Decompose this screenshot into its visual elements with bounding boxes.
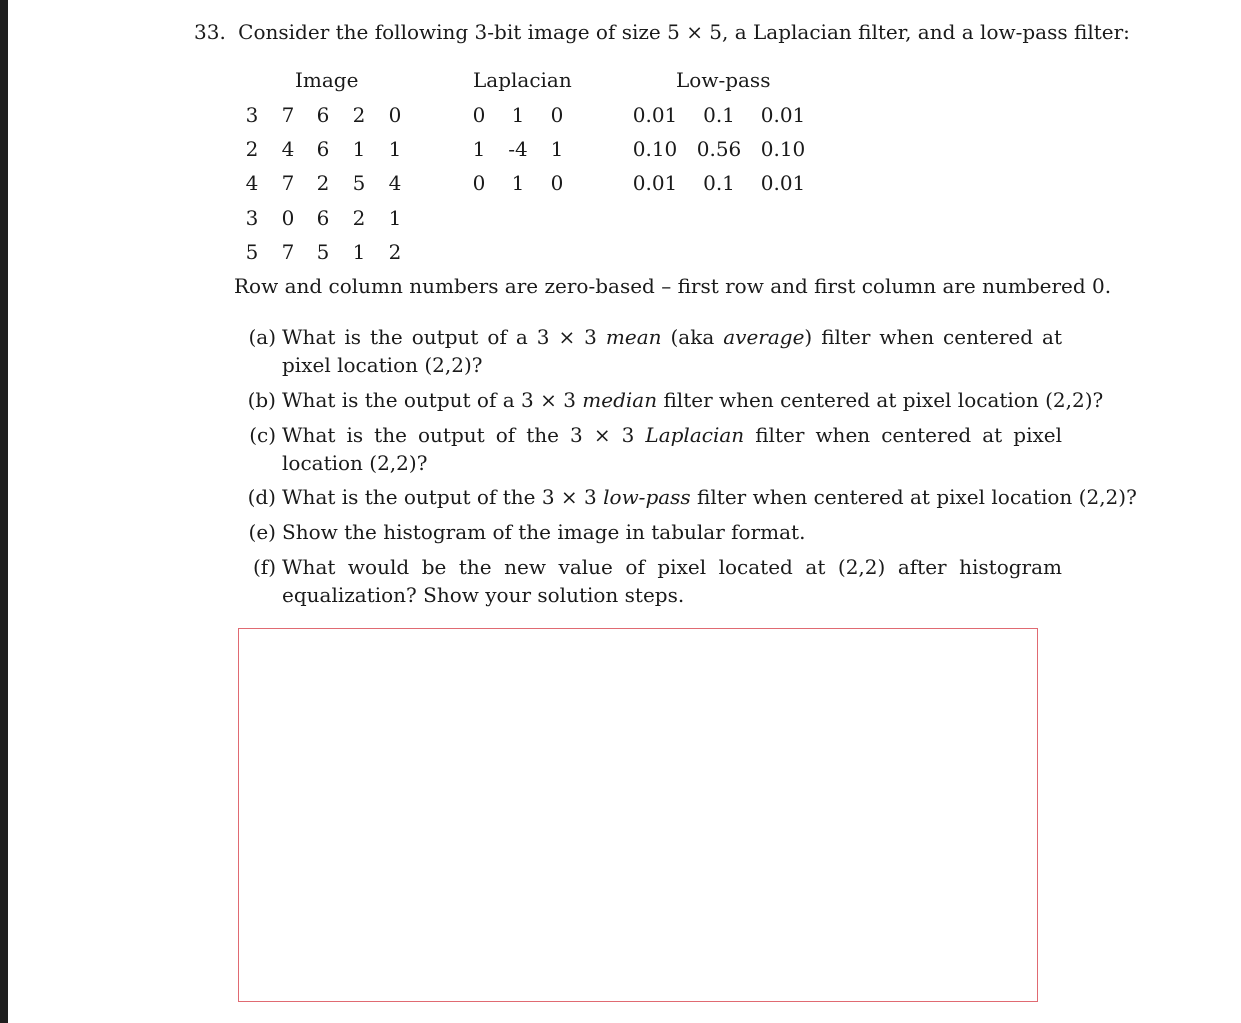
image-matrix-cell: 6 (316, 137, 330, 161)
item-text: Show the histogram of the image in tabular format. (282, 520, 806, 544)
image-matrix-cell: 5 (245, 240, 259, 264)
image-matrix-cell: 3 (245, 103, 259, 127)
item-d (240, 483, 1137, 511)
item-text: What is the output of a 3 × 3 median filter when centered at pixel location (2,2)? (282, 388, 1104, 412)
laplacian-matrix-cell: 1 (472, 137, 486, 161)
laplacian-matrix-cell: 0 (550, 103, 564, 127)
item-label: (c) (249, 423, 276, 447)
lowpass-matrix-cell: 0.1 (703, 171, 735, 195)
item-label: (d) (247, 485, 276, 509)
left-border (0, 0, 8, 1023)
image-matrix-cell: 6 (316, 103, 330, 127)
laplacian-matrix-cell: -4 (508, 137, 528, 161)
image-matrix-cell: 4 (245, 171, 259, 195)
image-matrix-cell: 3 (245, 206, 259, 230)
laplacian-matrix-cell: 1 (511, 171, 525, 195)
image-matrix-cell: 6 (316, 206, 330, 230)
lowpass-matrix-cell: 0.01 (760, 171, 806, 195)
answer-box[interactable] (238, 628, 1038, 1002)
image-matrix-cell: 1 (352, 240, 366, 264)
item-text: What is the output of the 3 × 3 Laplacian filter when centered at pixel location (2,2)? (282, 423, 1062, 475)
image-matrix-cell: 2 (352, 103, 366, 127)
question-text: Consider the following 3-bit image of size 5 × 5, a Laplacian filter, and a low-pass filter: (238, 20, 1130, 44)
item-label: (e) (248, 520, 276, 544)
laplacian-matrix-cell: 0 (550, 171, 564, 195)
item-text: What is the output of the 3 × 3 low-pass filter when centered at pixel location (2,2)? (282, 485, 1137, 509)
image-matrix-cell: 5 (352, 171, 366, 195)
indexing-note: Row and column numbers are zero-based – first row and first column are numbered 0. (234, 274, 1112, 298)
item-text: What is the output of a 3 × 3 mean (aka average) filter when centered at pixel location (2,2)? (282, 325, 1062, 377)
lowpass-matrix-cell: 0.10 (760, 137, 806, 161)
image-matrix-cell: 0 (388, 103, 402, 127)
item-label: (f) (252, 555, 276, 579)
item-b (240, 386, 1104, 414)
item-a (240, 323, 1062, 379)
lowpass-matrix-cell: 0.1 (703, 103, 735, 127)
image-matrix-cell: 1 (388, 137, 402, 161)
image-matrix-cell: 1 (352, 137, 366, 161)
lowpass-matrix-cell: 0.01 (632, 103, 678, 127)
lowpass-matrix-cell: 0.01 (760, 103, 806, 127)
lowpass-matrix-cell: 0.56 (696, 137, 742, 161)
image-matrix-cell: 2 (245, 137, 259, 161)
item-label: (b) (247, 388, 276, 412)
laplacian-matrix-cell: 0 (472, 103, 486, 127)
lowpass-header: Low-pass (676, 68, 771, 92)
lowpass-matrix-cell: 0.01 (632, 171, 678, 195)
question-number: 33. (194, 20, 226, 44)
image-matrix-cell: 4 (388, 171, 402, 195)
image-matrix-cell: 7 (281, 240, 295, 264)
item-c (240, 421, 1062, 477)
image-matrix-cell: 7 (281, 171, 295, 195)
laplacian-matrix-cell: 0 (472, 171, 486, 195)
laplacian-matrix-cell: 1 (550, 137, 564, 161)
image-header: Image (295, 68, 359, 92)
laplacian-matrix-cell: 1 (511, 103, 525, 127)
image-matrix-cell: 2 (316, 171, 330, 195)
image-matrix-cell: 5 (316, 240, 330, 264)
item-e (240, 518, 1062, 546)
question-title (194, 18, 1130, 46)
image-matrix-cell: 7 (281, 103, 295, 127)
image-matrix-cell: 4 (281, 137, 295, 161)
image-matrix-cell: 1 (388, 206, 402, 230)
item-label: (a) (248, 325, 276, 349)
laplacian-header: Laplacian (473, 68, 572, 92)
image-matrix-cell: 2 (388, 240, 402, 264)
item-text: What would be the new value of pixel located at (2,2) after histogram equalization? Show your solution steps. (282, 555, 1062, 607)
item-f (240, 553, 1062, 609)
lowpass-matrix-cell: 0.10 (632, 137, 678, 161)
image-matrix-cell: 2 (352, 206, 366, 230)
image-matrix-cell: 0 (281, 206, 295, 230)
